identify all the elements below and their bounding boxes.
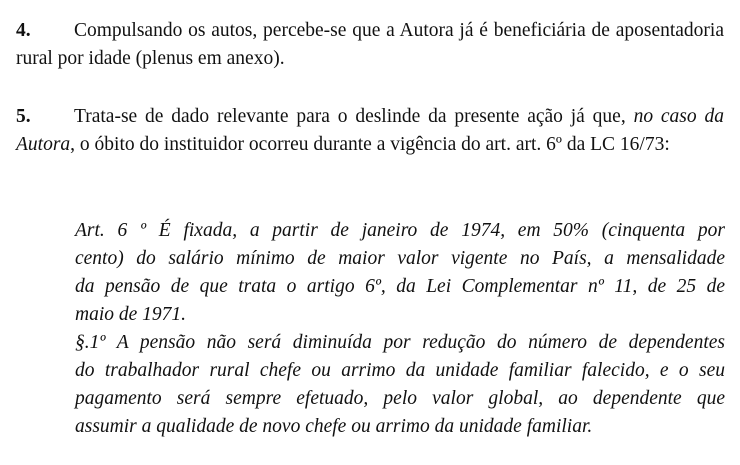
paragraph-text: Compulsando os autos, percebe-se que a Autora já é beneficiária de aposentadoria rural por idade (plenus em anexo).	[16, 20, 724, 69]
quote-line: maio de 1971.	[75, 304, 187, 325]
quote-line: cento) do salário mínimo de maior valor vigente no País, a mensalidade	[75, 248, 725, 269]
quote-line: do trabalhador rural chefe ou arrimo da unidade familiar falecido, e o seu	[75, 360, 725, 381]
paragraph-italic-phrase: no caso da Autora	[16, 106, 724, 155]
quote-line: assumir a qualidade de novo chefe ou arrimo da unidade familiar.	[75, 416, 593, 437]
paragraph-text-after: , o óbito do instituidor ocorreu durante a vigência do art. art. 6º da LC 16/73:	[70, 134, 670, 155]
paragraph-4	[16, 17, 724, 73]
paragraph-5	[16, 103, 724, 159]
paragraph-number: 5.	[16, 106, 31, 127]
quote-line: pagamento será sempre efetuado, pelo valor global, ao dependente que	[75, 388, 725, 409]
paragraph-number: 4.	[16, 20, 31, 41]
paragraph-text-before: Trata-se de dado relevante para o deslinde da presente ação já que,	[74, 106, 634, 127]
quote-line: da pensão de que trata o artigo 6º, da Lei Complementar nº 11, de 25 de	[75, 276, 725, 297]
quote-line: §.1º A pensão não será diminuída por redução do número de dependentes	[75, 332, 725, 353]
legal-quote	[75, 217, 725, 441]
quote-line: Art. 6 º É fixada, a partir de janeiro de 1974, em 50% (cinquenta por	[75, 220, 725, 241]
